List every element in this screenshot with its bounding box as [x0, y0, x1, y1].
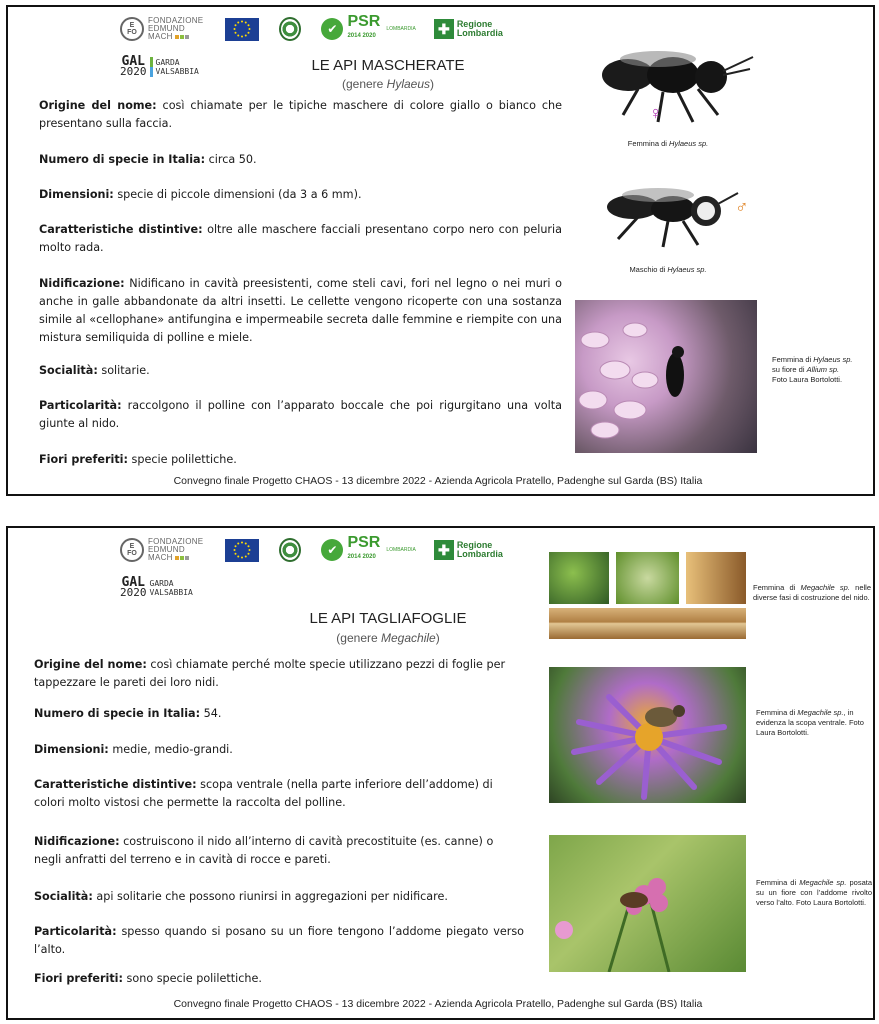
page-subtitle: (genere Megachile) [336, 631, 440, 645]
regione-cross-icon: ✚ [434, 540, 454, 560]
regione-lombardia-logo: ✚ Regione Lombardia [434, 19, 503, 39]
page-title: LE API MASCHERATE [311, 57, 465, 74]
caption-pink-flower: Femmina di Megachile sp. posata su un fiore con l’addome rivolto verso l’alto. Foto Laura Bortolotti. [756, 878, 873, 907]
regione-lombardia-logo: ✚ Regione Lombardia [434, 540, 503, 560]
photo-nest-collage [549, 552, 746, 639]
fem-seal-icon: E FO [120, 538, 144, 562]
psr-logo: ✔ PSR 2014 2020 LOMBARDIA [321, 15, 415, 43]
field-socialita: Socialità: solitarie. [39, 364, 150, 377]
fem-logo: E FO FONDAZIONE EDMUND MACH [120, 17, 203, 41]
eu-flag-icon [225, 18, 259, 41]
field-particolarita: Particolarità: spesso quando si posano su un fiore tengono l’addome piegato verso l’alto. [34, 925, 524, 956]
fem-logo: E FO FONDAZIONE EDMUND MACH [120, 538, 203, 562]
gal-logo: GAL 2020 GARDA VALSABBIA [120, 575, 193, 599]
field-numero-specie: Numero di specie in Italia: circa 50. [39, 153, 257, 166]
caption-male: Maschio di Hylaeus sp. [629, 265, 707, 274]
page-subtitle: (genere Hylaeus) [341, 77, 435, 91]
field-caratteristiche: Caratteristiche distintive: scopa ventrale (nella parte inferiore dell’addome) di colori molto vistosi che permette la raccolta del polline. [34, 778, 493, 809]
psr-check-icon: ✔ [321, 18, 343, 40]
logo-bar [120, 536, 503, 564]
photo-hylaeus-on-allium [575, 300, 757, 453]
footer: Convegno finale Progetto CHAOS - 13 dicembre 2022 - Azienda Agricola Pratello, Padenghe sul Garda (BS) Italia [173, 475, 703, 487]
slide-hylaeus [6, 5, 875, 496]
gal-logo: GAL 2020 GARDA VALSABBIA [120, 54, 199, 78]
psr-logo: ✔ PSR 2014 2020 LOMBARDIA [321, 536, 415, 564]
regione-cross-icon: ✚ [434, 19, 454, 39]
field-particolarita: Particolarità: raccolgono il polline con l’apparato boccale che poi rigurgitano una volta giunte al nido. [39, 399, 562, 430]
italian-republic-emblem-icon [279, 17, 301, 41]
psr-check-icon: ✔ [321, 539, 343, 561]
gal-bar-icon [150, 57, 153, 77]
photo-female-hylaeus [578, 37, 758, 137]
italian-republic-emblem-icon [279, 538, 301, 562]
field-dimensioni: Dimensioni: medie, medio-grandi. [34, 743, 233, 756]
field-nidificazione: Nidificazione: Nidificano in cavità preesistenti, come steli cavi, fori nel legno o nei muri o anche in galle abbandonate da altri insetti. Le cellette vengono ricoperte con una sostanza simile al «cellophane» antifungina e impermeabile secreta dalle femmine e riempite con una mistura semiliquida di polline e miele. [39, 277, 562, 344]
fem-seal-icon: E FO [120, 17, 144, 41]
male-symbol-icon: ♂ [735, 197, 749, 217]
field-origine: Origine del nome: così chiamate per le tipiche maschere di colore giallo o bianco che presentano sulla faccia. [39, 99, 562, 130]
eu-flag-icon [225, 539, 259, 562]
page-title: LE API TAGLIAFOGLIE [309, 610, 467, 627]
footer: Convegno finale Progetto CHAOS - 13 dicembre 2022 - Azienda Agricola Pratello, Padenghe sul Garda (BS) Italia [173, 998, 703, 1010]
field-dimensioni: Dimensioni: specie di piccole dimensioni (da 3 a 6 mm). [39, 188, 362, 201]
caption-allium: Femmina di Hylaeus sp. su fiore di Allium sp. Foto Laura Bortolotti. [772, 355, 853, 384]
logo-bar [120, 15, 503, 43]
photo-megachile-on-aster [549, 667, 746, 803]
slide-megachile [6, 526, 875, 1020]
female-symbol-icon: ♀ [649, 103, 663, 123]
caption-female: Femmina di Hylaeus sp. [627, 139, 709, 148]
field-fiori-preferiti: Fiori preferiti: specie polilettiche. [39, 453, 237, 466]
photo-male-hylaeus [578, 177, 758, 257]
field-nidificazione: Nidificazione: costruiscono il nido all’interno di cavità precostituite (es. canne) o negli anfratti del terreno e in cavità di rocce e pareti. [34, 835, 494, 866]
field-origine: Origine del nome: così chiamate perché molte specie utilizzano pezzi di foglie per tappezzare le pareti dei loro nidi. [34, 658, 506, 689]
field-fiori-preferiti: Fiori preferiti: sono specie polilettiche. [34, 972, 262, 985]
caption-aster: Femmina di Megachile sp., in evidenza la scopa ventrale. Foto Laura Bortolotti. [756, 708, 864, 737]
photo-megachile-on-pink-flower [549, 835, 746, 972]
field-caratteristiche: Caratteristiche distintive: oltre alle maschere facciali presentano corpo nero con peluria molto rada. [39, 223, 562, 254]
field-socialita: Socialità: api solitarie che possono riunirsi in aggregazioni per nidificare. [34, 890, 448, 903]
field-numero-specie: Numero di specie in Italia: 54. [34, 707, 222, 720]
caption-nest: Femmina di Megachile sp. nelle diverse fasi di costruzione del nido. [753, 583, 871, 602]
